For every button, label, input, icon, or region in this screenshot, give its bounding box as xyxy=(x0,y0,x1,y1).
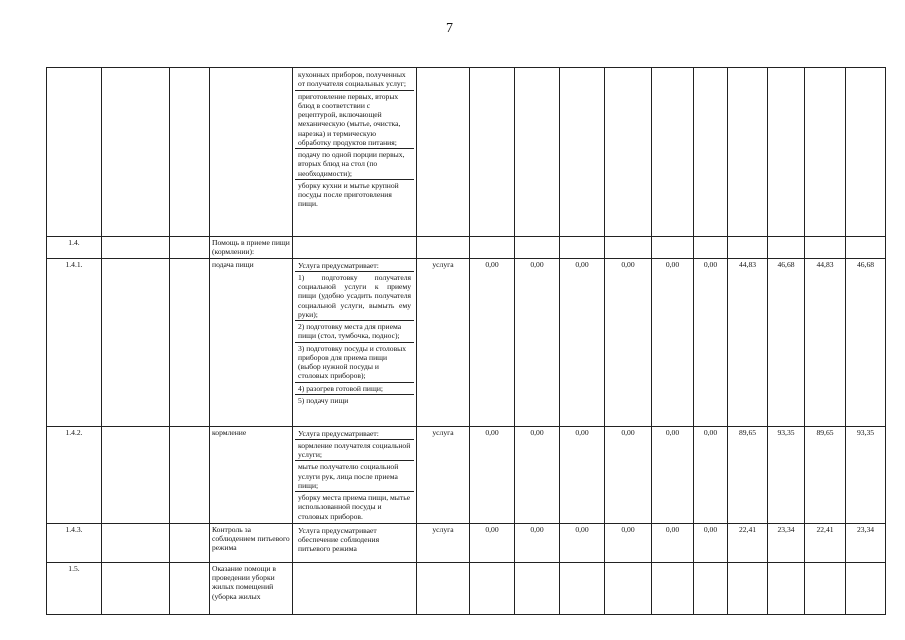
value-cell xyxy=(768,237,805,259)
value-cell: 0,00 xyxy=(605,426,652,523)
unit-cell xyxy=(417,562,470,614)
value-cell xyxy=(652,237,694,259)
value-cell: 23,34 xyxy=(768,523,805,562)
value-cell xyxy=(470,68,515,237)
value-cell xyxy=(652,562,694,614)
value-cell xyxy=(515,68,560,237)
value-cell xyxy=(768,562,805,614)
empty-cell xyxy=(170,426,210,523)
value-cell xyxy=(470,237,515,259)
page-number: 7 xyxy=(446,21,453,36)
description-line: кухонных приборов, полученных от получателя социальных услуг; xyxy=(295,69,414,91)
service-description xyxy=(293,523,417,562)
value-cell: 89,65 xyxy=(805,426,846,523)
value-cell xyxy=(560,562,605,614)
value-cell xyxy=(515,562,560,614)
description-line: Услуга предусматривает: xyxy=(295,260,414,272)
value-cell: 0,00 xyxy=(560,523,605,562)
value-cell xyxy=(560,68,605,237)
value-cell: 0,00 xyxy=(515,426,560,523)
empty-cell xyxy=(170,523,210,562)
row-number xyxy=(47,68,102,237)
value-cell: 44,83 xyxy=(805,258,846,426)
service-name: кормление xyxy=(210,426,293,523)
value-cell xyxy=(470,562,515,614)
value-cell xyxy=(846,68,886,237)
row-number: 1.4.2. xyxy=(47,426,102,523)
table-row xyxy=(47,562,886,614)
service-description xyxy=(293,426,417,523)
value-cell: 0,00 xyxy=(470,426,515,523)
value-cell: 0,00 xyxy=(515,258,560,426)
service-description xyxy=(293,237,417,259)
services-table xyxy=(46,67,886,615)
value-cell xyxy=(605,562,652,614)
description-line: 4) разогрев готовой пищи; xyxy=(295,383,414,395)
value-cell xyxy=(768,68,805,237)
unit-cell: услуга xyxy=(417,523,470,562)
description-line: 2) подготовку места для приема пищи (стол, тумбочка, поднос); xyxy=(295,321,414,343)
value-cell: 0,00 xyxy=(470,523,515,562)
service-name: Контроль за соблюдением питьевого режима xyxy=(210,523,293,562)
table-row xyxy=(47,258,886,426)
table-row xyxy=(47,237,886,259)
description-line: мытье получателю социальной услуги рук, лица после приема пищи; xyxy=(295,461,414,492)
empty-cell xyxy=(102,237,170,259)
value-cell: 0,00 xyxy=(470,258,515,426)
value-cell: 0,00 xyxy=(652,523,694,562)
value-cell xyxy=(694,237,728,259)
description-line: подачу по одной порции первых, вторых блюд на стол (по необходимости); xyxy=(295,149,414,180)
unit-cell: услуга xyxy=(417,426,470,523)
value-cell xyxy=(728,237,768,259)
value-cell xyxy=(652,68,694,237)
service-name: Помощь в приеме пищи (кормлении): xyxy=(210,237,293,259)
value-cell xyxy=(694,562,728,614)
value-cell xyxy=(846,237,886,259)
value-cell: 22,41 xyxy=(805,523,846,562)
unit-cell xyxy=(417,237,470,259)
service-name: подача пищи xyxy=(210,258,293,426)
service-description xyxy=(293,68,417,237)
empty-cell xyxy=(102,258,170,426)
description-line: Услуга предусматривает обеспечение соблюдения питьевого режима xyxy=(298,525,380,554)
description-line: Услуга предусматривает: xyxy=(295,428,414,440)
row-number: 1.5. xyxy=(47,562,102,614)
empty-cell xyxy=(170,68,210,237)
unit-cell xyxy=(417,68,470,237)
value-cell: 0,00 xyxy=(605,258,652,426)
value-cell: 0,00 xyxy=(652,426,694,523)
description-line: уборку кухни и мытье крупной посуды после приготовления пищи. xyxy=(298,180,399,209)
value-cell xyxy=(805,237,846,259)
description-line: уборку места приема пищи, мытье использованной посуды и столовых приборов. xyxy=(298,493,411,521)
value-cell: 89,65 xyxy=(728,426,768,523)
value-cell xyxy=(805,68,846,237)
value-cell xyxy=(805,562,846,614)
value-cell: 23,34 xyxy=(846,523,886,562)
value-cell: 44,83 xyxy=(728,258,768,426)
value-cell: 93,35 xyxy=(846,426,886,523)
empty-cell xyxy=(102,426,170,523)
value-cell: 0,00 xyxy=(694,426,728,523)
value-cell: 93,35 xyxy=(768,426,805,523)
service-name xyxy=(210,68,293,237)
value-cell: 22,41 xyxy=(728,523,768,562)
description-line: 5) подачу пищи xyxy=(298,395,349,405)
row-number: 1.4.1. xyxy=(47,258,102,426)
value-cell: 46,68 xyxy=(846,258,886,426)
empty-cell xyxy=(102,562,170,614)
service-description xyxy=(293,562,417,614)
row-number: 1.4.3. xyxy=(47,523,102,562)
empty-cell xyxy=(170,258,210,426)
empty-cell xyxy=(102,523,170,562)
empty-cell xyxy=(170,562,210,614)
value-cell: 0,00 xyxy=(694,258,728,426)
value-cell: 0,00 xyxy=(694,523,728,562)
value-cell: 0,00 xyxy=(560,426,605,523)
table-row xyxy=(47,523,886,562)
value-cell xyxy=(728,68,768,237)
value-cell xyxy=(728,562,768,614)
service-description xyxy=(293,258,417,426)
service-name: Оказание помощи в проведении уборки жилых помещений (уборка жилых xyxy=(210,562,293,614)
description-line: приготовление первых, вторых блюд в соответствии с рецептурой, включающей механическую (мытье, очистка, нарезка) и термическую обработку продуктов питания; xyxy=(295,91,414,150)
description-line: кормление получателя социальной услуги; xyxy=(295,440,414,462)
value-cell: 0,00 xyxy=(515,523,560,562)
empty-cell xyxy=(102,68,170,237)
value-cell: 0,00 xyxy=(605,523,652,562)
value-cell xyxy=(560,237,605,259)
value-cell xyxy=(605,237,652,259)
value-cell xyxy=(515,237,560,259)
description-line: 3) подготовку посуды и столовых приборов для приема пищи (выбор нужной посуды и столовых приборов); xyxy=(295,343,414,383)
value-cell: 0,00 xyxy=(560,258,605,426)
value-cell: 46,68 xyxy=(768,258,805,426)
value-cell xyxy=(846,562,886,614)
empty-cell xyxy=(170,237,210,259)
unit-cell: услуга xyxy=(417,258,470,426)
description-line: 1) подготовку получателя социальной услуги к приему пищи (удобно усадить получателя социальной услуги, вымыть ему руки); xyxy=(295,272,414,321)
value-cell: 0,00 xyxy=(652,258,694,426)
value-cell xyxy=(694,68,728,237)
table-row xyxy=(47,426,886,523)
table-row xyxy=(47,68,886,237)
row-number: 1.4. xyxy=(47,237,102,259)
value-cell xyxy=(605,68,652,237)
